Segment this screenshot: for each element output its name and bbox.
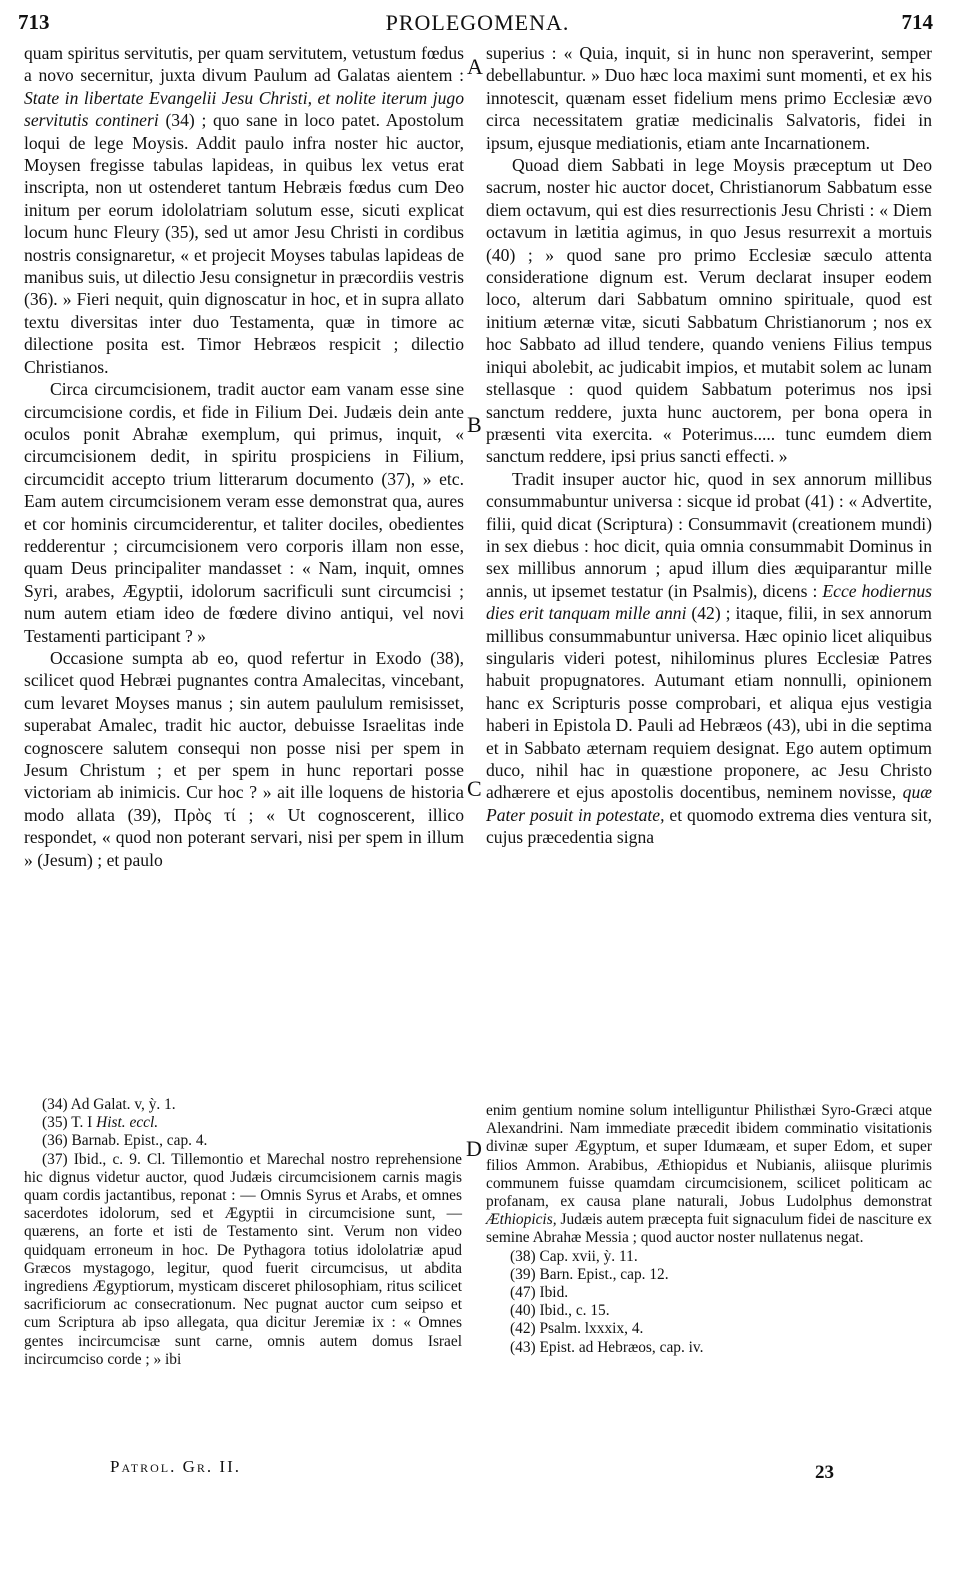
- footnote-cont-text: enim gentium nomine solum intelliguntur Philisthæi Syro-Græci atque Alexandrini. Nam immediate præcedit ibidem comminatio visitationis divinæ super Ægyptum, et super Idumæam, et super Edom, et super filios Ammon. Arabibus, Æthiopidus et Nubianis, aliisque plurimis communem fuisse quamdam circumcisionem, scilicet politicam ac profanam, ex causa plane naturali, Jobus Ludolphus demonstrat: [486, 1102, 932, 1211]
- footnote-47: (47) Ibid.: [510, 1284, 569, 1302]
- right-column: [486, 42, 932, 849]
- right-p3-quote-2: quæ Pater posuit in potestate,: [486, 782, 933, 825]
- right-paragraph-1: superius : « Quia, inquit, si in hunc non speraverint, semper debellabuntur. » Duo hæc loca maximi sunt momenti, et ex his innotescit, quænam esset fidelium mens primo Ecclesiæ ævo circa necessitatem gratiæ medicinalis Salvatoris, fidei in ipsum, ejusque mediationis, etiam ante Incarnationem.: [486, 43, 932, 153]
- running-head: PROLEGOMENA.: [385, 10, 570, 35]
- footnote-35: [24, 1114, 462, 1132]
- page-number-right: 714: [901, 10, 933, 34]
- footnote-continuation: [486, 1102, 932, 1248]
- footnote-40: (40) Ibid., c. 15.: [510, 1302, 610, 1320]
- right-paragraph-2: Quoad diem Sabbati in lege Moysis præceptum ut Deo sacrum, noster hic auctor docet, Christianorum Sabbatum esse diem octavum, qui est dies resurrectionis Jesu Christi : « Diem octavum in lætitia agimus, in quo Jesus resurrexit a mortuis (40) ; » quod sane pro primo Ecclesiæ sæculo attenta consideratione dignum est. Verum declarat insuper eodem loco, alterum dari Sabbatum omnino spirituale, quod est initium æternæ vitæ, sicuti Sabbatum Christianorum ; nos ex hoc Sabbato ad illud tendere, quando veniens Filius tempus iniqui abolebit, ac judicabit impios, et mutabit solem ac lunam stellasque : quod quidem Sabbatum poterimus nos ipsi sanctum reddere, juxta hunc auctorem, per bona opera in præsenti vita exercita. « Poterimus..... tunc eumdem diem sanctum reddere, ipsi prius sancti effecti. »: [486, 155, 932, 467]
- footnote-list: [486, 1248, 932, 1357]
- footnote-35-text: (35) T. I: [42, 1114, 93, 1132]
- footnote-36: (36) Barnab. Epist., cap. 4.: [42, 1132, 208, 1150]
- margin-marker-d: D: [466, 1136, 482, 1161]
- footnote-38: (38) Cap. xvii, ỳ. 11.: [510, 1247, 638, 1265]
- page-number-left: 713: [18, 10, 50, 34]
- footnote-35-title: Hist. eccl.: [96, 1114, 159, 1132]
- footnote-cont-rest: Judæis autem præcepta fuit signaculum fidei de nasciture ex semine Abrahæ Messia ; quod auctor noster nullatenus negat.: [486, 1211, 932, 1247]
- footnote-37: (37) Ibid., c. 9. Cl. Tillemontio et Marechal nostro reprehensione hic dignus videtur auctor, quod Judæis circumcisionem carnis magis quam cordis jactantibus, reponat : — Omnis Syrus et Arabs, et omnes sacerdotes idolorum, sed et Ægyptii in circumcisione sunt, — quærens, an forte et isti de Testamento sint. Verum non video quidquam erroneum in hoc. De Pythagora totius idololatriæ apud Græcos mystagogo, legitur, quod fuerit circumcisus, ut abdita ingrediens Ægyptiorum, mysticam disceret philosophiam, ritus scilicet sacrificiorum ac consecrationum. Nec pugnat auctor cum seipso et cum Scriptura ab ipso allegata, qua dicitur Jeremiæ ix : « Omnes gentes incircumcisæ sunt carne, omnis autem domus Israel incircumciso corde ; » ibi: [24, 1150, 462, 1368]
- footnotes-left: [24, 1096, 462, 1369]
- left-column: [24, 42, 464, 871]
- right-p3-rest: (42) ; itaque, filii, in sex annorum millibus consummabuntur universa. Hæc opinio licet aliquibus singularis videri potest, nihilominus plures Ecclesiæ Patres habuit propugnatores. Autumant etiam nonnulli, opinionem hanc ex Scripturis posse comprobari, et aliqua ejus vestigia haberi in Epistola D. Pauli ad Hebræos (43), ubi in die septima et in Sabbato æternam requiem designat. Ego autem optimum duco, nihil hac in quæstione proponere, ac Jesu Christo adhærere et ejus apostolis docentibus, neminem novisse,: [486, 603, 932, 803]
- footnote-34: (34) Ad Galat. v, ỳ. 1.: [42, 1096, 176, 1113]
- footnote-cont-title: Æthiopicis,: [486, 1211, 557, 1229]
- left-paragraph-1: [24, 42, 464, 378]
- footnote-43: (43) Epist. ad Hebræos, cap. iv.: [510, 1338, 704, 1356]
- right-p3-end: et quomodo extrema dies ventura sit, cujus præcedentia signa: [486, 804, 932, 848]
- left-paragraph-3: Occasione sumpta ab eo, quod refertur in Exodo (38), scilicet quod Hebræi pugnantes contra Amalecitas, vincebant, cum levaret Moyses manus ; sin autem paululum remisisset, superabat Amalec, tradit hic auctor, debuisse Israelitas inde cognoscere salutem consequi non posse nisi per spem in Jesum Christum ; et per spem in hunc reportari posse victoriam ab inimicis. Cur hoc ? » ait ille loquens de historia modo allata (39), Πρὸς τί ; « Ut cognoscerent, illico respondet, « quod non poterant servari, nisi per spem in illum » (Jesum) ; et paulo: [24, 647, 464, 870]
- margin-marker-c: C: [467, 776, 482, 801]
- left-paragraph-2: Circa circumcisionem, tradit auctor eam vanam esse sine circumcisione cordis, et fide in Filium Dei. Judæis dein ante oculos ponit Abrahæ exemplum, qui primus, inquit, « circumcisionem dedit, in spiritu prospiciens in Filium, circumcidit accepto trium litterarum documento (37), » etc. Eam autem circumcisionem veram esse demonstrat qua, aures et cor hominis circumciderentur, et taliter dociles, obedientes redderentur ; circumcisionem vero corporis illam non esse, quam Deus principaliter mandasset : « Nam, inquit, omnes Syri, arabes, Ægyptii, idolorum sacrificuli sunt circumcisi ; num autem etiam ideo de fœdere divino antiqui, vel novi Testamenti participant ? »: [24, 379, 464, 646]
- sheet-number: 23: [815, 1462, 834, 1483]
- footnote-39: (39) Barn. Epist., cap. 12.: [510, 1265, 669, 1283]
- margin-marker-b: B: [467, 412, 482, 437]
- right-paragraph-3: [486, 468, 932, 849]
- footnote-42: (42) Psalm. lxxxix, 4.: [510, 1320, 644, 1338]
- left-p1-quote: State in libertate Evangelii Jesu Christi, et nolite iterum jugo servitutis contineri: [24, 87, 464, 131]
- margin-marker-a: A: [467, 54, 483, 79]
- footnotes-right: [486, 1102, 932, 1357]
- left-p1-text: quam spiritus servitutis, per quam servitutem, vetustum fœdus a novo secernitur, juxta divum Paulum ad Galatas aientem :: [24, 43, 464, 86]
- signature-mark: Patrol. Gr. II.: [110, 1457, 241, 1476]
- left-p1-rest: (34) ; quo sane in loco patet. Apostolum loqui de lege Moysis. Addit paulo infra noster hic auctor, Moysen fregisse tabulas lapideas, in quibus lex vetus erat inscripta, non ut ostenderet tantum Hebræis fœdus cum Deo initum per eorum idololatriam solutum esse, sicuti explicat locum hunc Fleury (35), sed ut amor Jesu Christi in cordibus nostris consignaretur, « et projecit Moyses tabulas lapideas de manibus suis, ut dilectio Jesu consignetur in præcordiis vestris (36). » Fieri nequit, quin dignoscatur in hoc, et in supra allato textu diversitas inter duo Testamenta, quæ in timore ac dilectione posita est. Timor Hebræos respicit ; dilectio Christianos.: [24, 110, 464, 377]
- right-p3-text: Tradit insuper auctor hic, quod in sex annorum millibus consummabuntur universa : sicque id probat (41) : « Advertite, filii, quid dicat (Scriptura) : Consummavit (creationem mundi) in sex diebus : hoc dicit, quia omnia consummabit Dominus in sex millibus annorum ; apud illum dies æquiparantur mille annis, ut ipsemet testatur (in Psalmis), dicens :: [486, 468, 932, 601]
- right-p3-quote: Ecce hodiernus dies erit tanquam mille anni: [486, 580, 933, 624]
